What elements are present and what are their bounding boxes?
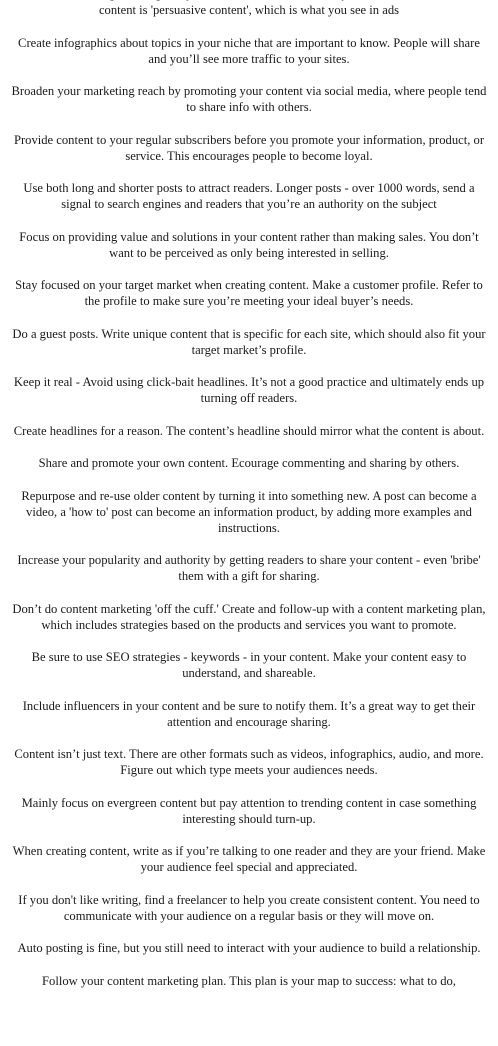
- tip-paragraph: Be sure to use SEO strategies - keywords - in your content. Make your content easy to understand, and shareable.: [31, 650, 467, 680]
- tip-paragraph: Keep it real - Avoid using click-bait headlines. It’s not a good practice and ultimately ends up turning off readers.: [13, 375, 485, 405]
- tip-paragraph: content is 'persuasive content', which is what you see in ads: [98, 3, 400, 17]
- tip-paragraph: Do a guest posts. Write unique content that is specific for each site, which should also fit your target market’s profile.: [12, 326, 486, 357]
- tip-paragraph: Include influencers in your content and be sure to notify them. It’s a great way to get their attention and encourage sharing.: [22, 698, 476, 729]
- tip-paragraph: Share and promote your own content. Ecourage commenting and sharing by others.: [38, 456, 460, 470]
- tip-paragraph: Stay focused on your target market when creating content. Make a customer profile. Refer to the profile to make sure you’re meeting your ideal buyer’s needs.: [15, 278, 483, 308]
- tip-paragraph: Use both long and shorter posts to attract readers. Longer posts - over 1000 words, send a signal to search engines and readers that you’re an authority on the subject: [23, 181, 475, 211]
- tip-paragraph: Follow your content marketing plan. This plan is your map to success: what to do,: [42, 973, 456, 988]
- tip-paragraph: Content isn’t just text. There are other formats such as videos, infographics, audio, and more. Figure out which type meets your audiences needs.: [14, 747, 484, 777]
- tip-paragraph: Create infographics about topics in your niche that are important to know. People will share and you’ll see more traffic to your sites.: [18, 35, 480, 66]
- tip-paragraph: Broaden your marketing reach by promoting your content via social media, where people tend to share info with others.: [11, 84, 487, 114]
- tip-paragraph: Provide content to your regular subscribers before you promote your information, product, or service. This encourages people to become loyal.: [13, 132, 485, 163]
- tip-paragraph: Create headlines for a reason. The content’s headline should mirror what the content is about.: [13, 423, 485, 438]
- tip-paragraph: Don’t do content marketing 'off the cuff.' Create and follow-up with a content marketing plan, which includes strategies based on the products and services you want to promote.: [12, 601, 486, 632]
- tip-paragraph: When creating content, write as if you’re talking to one reader and they are your friend. Make your audience feel special and appreciated.: [12, 844, 486, 874]
- tip-paragraph: Focus on providing value and solutions in your content rather than making sales. You don’t want to be perceived as only being interested in selling.: [19, 229, 479, 260]
- tip-paragraph: If you don't like writing, find a freelancer to help you create consistent content. You need to communicate with your audience on a regular basis or they will move on.: [18, 892, 480, 923]
- tip-paragraph: Increase your popularity and authority by getting readers to share your content - even 'bribe' them with a gift for sharing.: [17, 553, 481, 583]
- tip-paragraph: Repurpose and re-use older content by turning it into something new. A post can become a video, a 'how to' post can become an information product, by adding more examples and instructions.: [21, 488, 477, 535]
- tip-paragraph: Auto posting is fine, but you still need to interact with your audience to build a relationship.: [17, 941, 481, 955]
- tip-paragraph: Mainly focus on evergreen content but pay attention to trending content in case something interesting should turn-up.: [21, 795, 477, 826]
